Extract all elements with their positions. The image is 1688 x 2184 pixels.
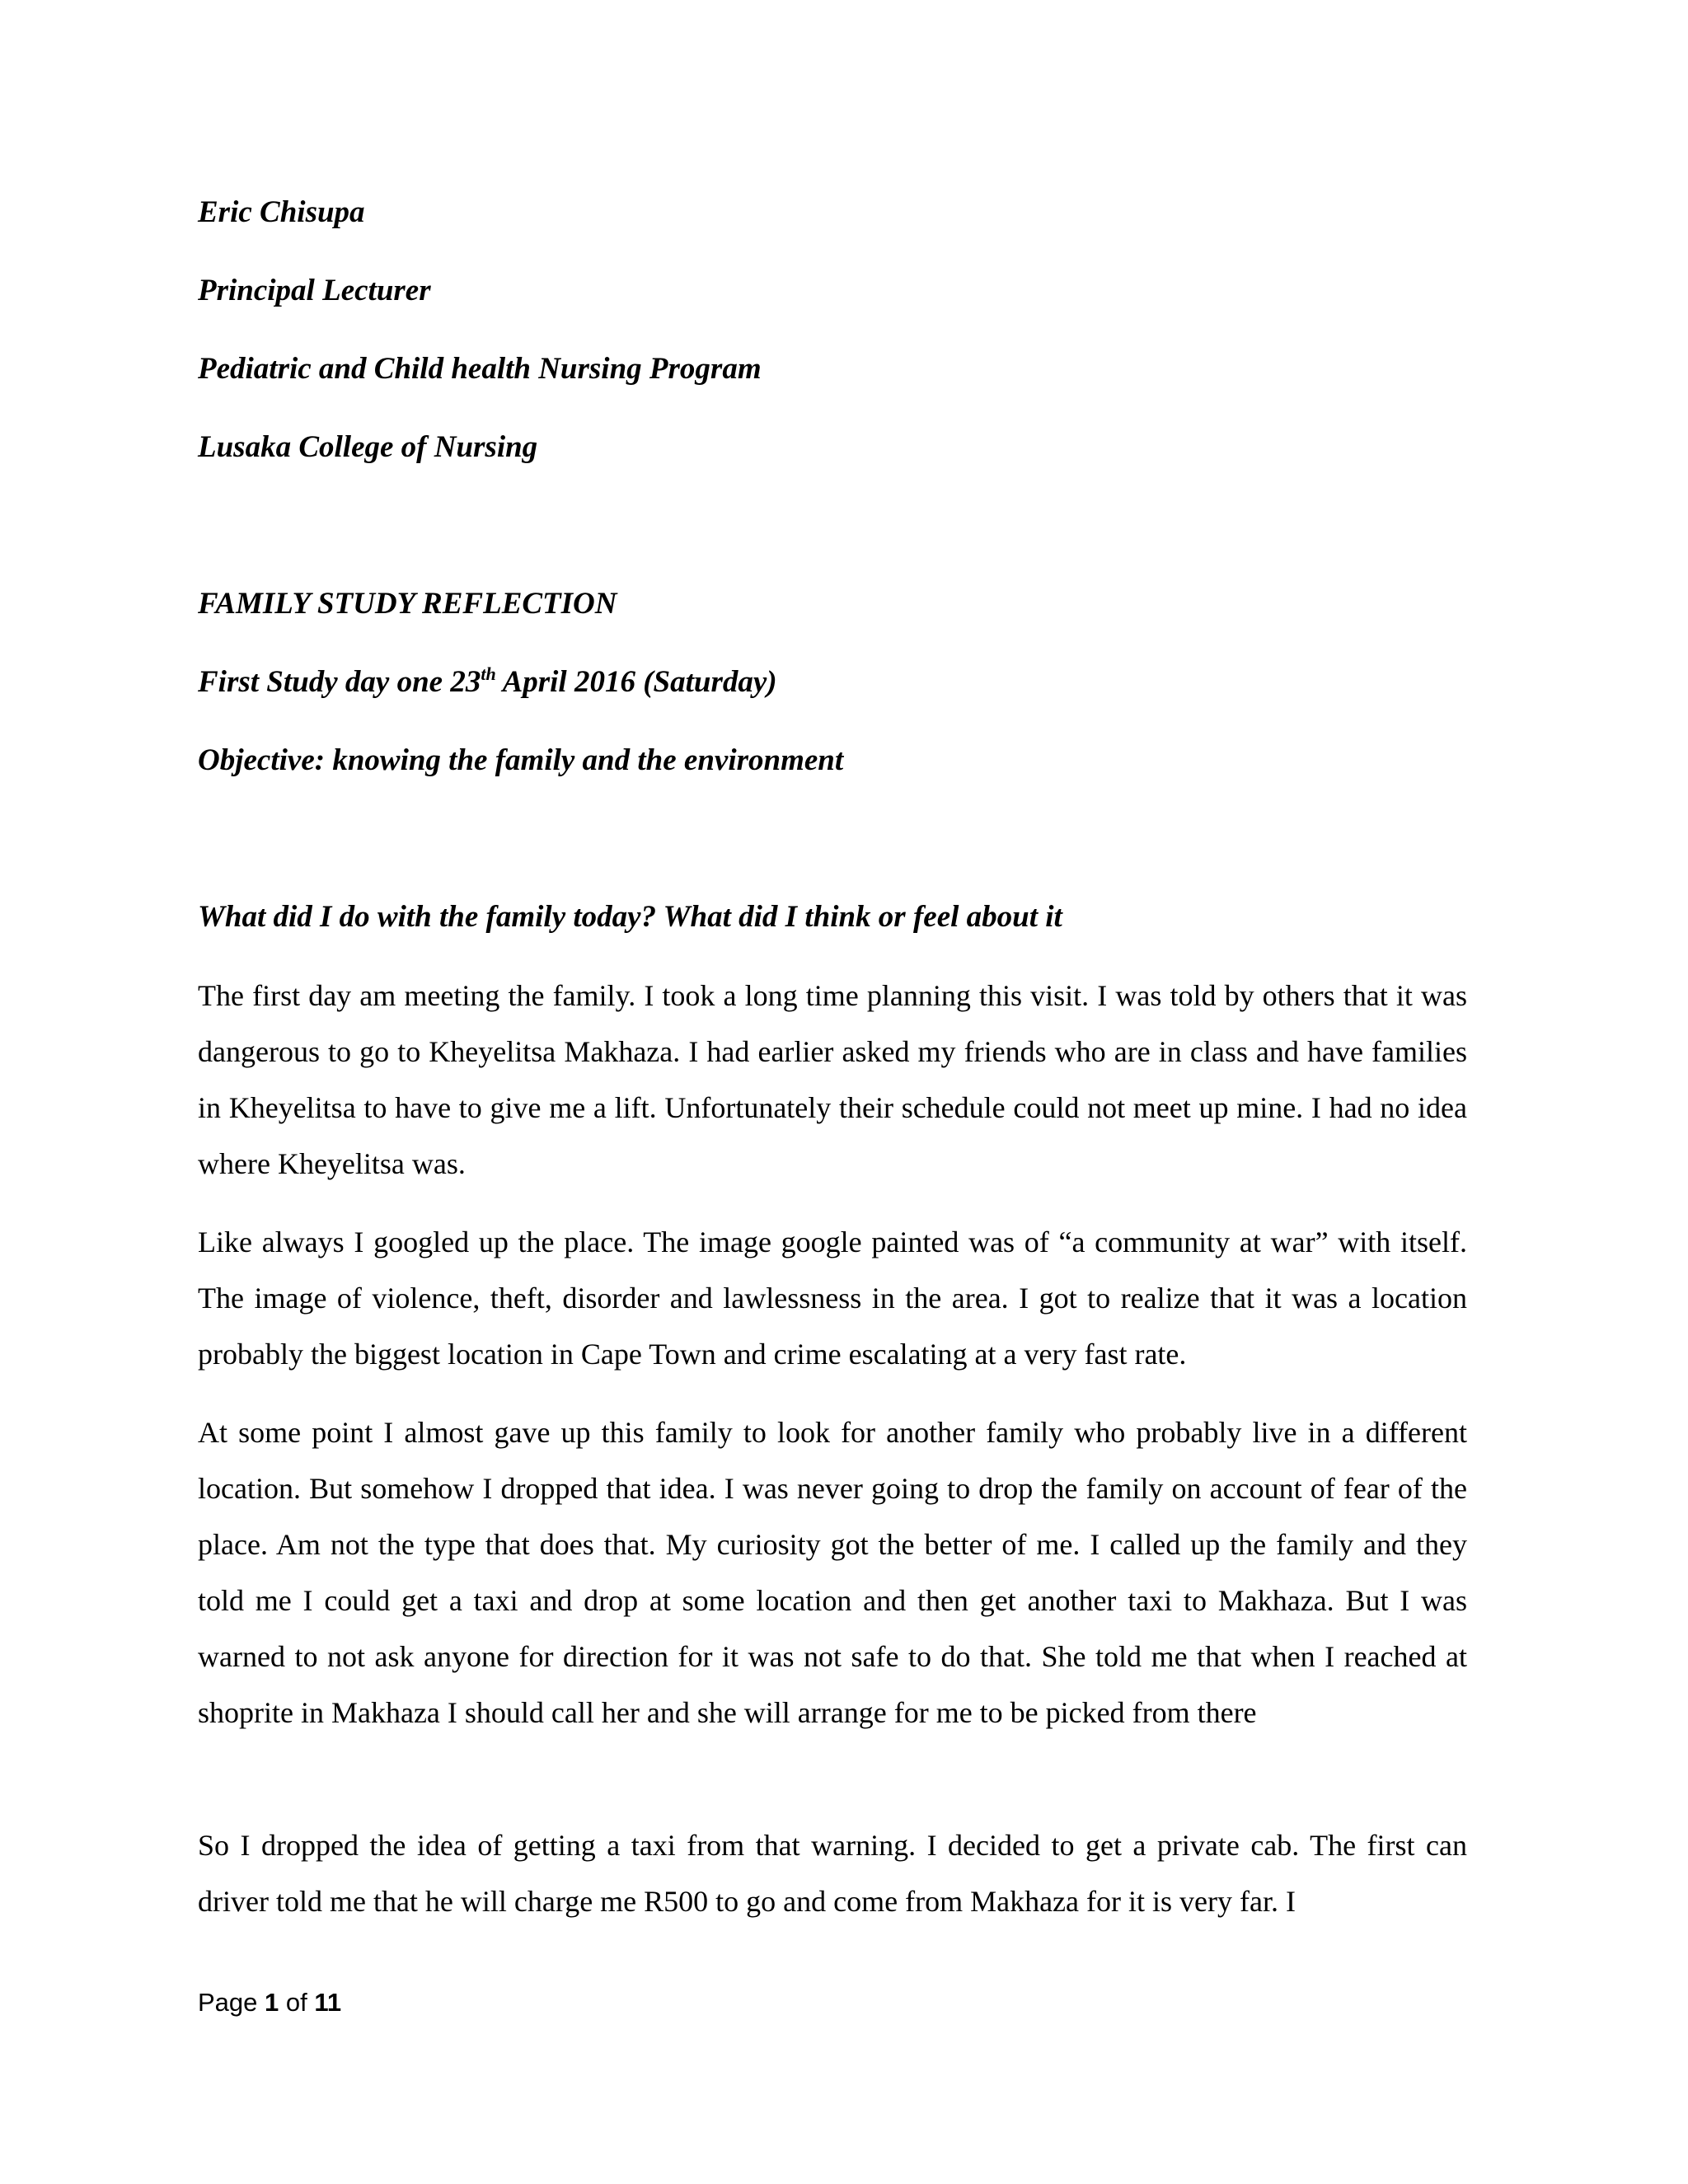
study-day-superscript: th — [481, 663, 496, 684]
author-name: Eric Chisupa — [198, 195, 365, 229]
institution-name: Lusaka College of Nursing — [198, 430, 538, 464]
study-day-prefix: First Study day one 23 — [198, 665, 481, 699]
document-title: FAMILY STUDY REFLECTION — [198, 587, 617, 621]
footer-page-label: Page — [198, 1988, 258, 2017]
footer-of-label: of — [285, 1988, 307, 2017]
body-paragraph-2: Like always I googled up the place. The image google painted was of “a community at war” with itself. The image of violence, theft, disorder and lawlessness in the area. I got to realize that it was a location probably the biggest location in Cape Town and crime escalating at a very fast rate. — [198, 1226, 1467, 1371]
program-name: Pediatric and Child health Nursing Program — [198, 352, 762, 386]
body-paragraph-1: The first day am meeting the family. I took a long time planning this visit. I was told by others that it was dangerous to go to Kheyelitsa Makhaza. I had earlier asked my friends who are in class and have families in Kheyelitsa to have to give me a lift. Unfortunately their schedule could not meet up mine. I had no idea where Kheyelitsa was. — [198, 979, 1467, 1180]
body-paragraph-4: So I dropped the idea of getting a taxi from that warning. I decided to get a private cab. The first can driver told me that he will charge me R500 to go and come from Makhaza for it is very far. I — [198, 1829, 1467, 1918]
study-day-suffix: April 2016 (Saturday) — [495, 665, 777, 699]
page-footer — [198, 1986, 341, 2019]
footer-page-number: 1 — [265, 1988, 279, 2017]
body-paragraph-3: At some point I almost gave up this family to look for another family who probably live in a different location. But somehow I dropped that idea. I was never going to drop the family on account of fear of the place. Am not the type that does that. My curiosity got the better of me. I called up the family and they told me I could get a taxi and drop at some location and then get another taxi to Makhaza. But I was warned to not ask anyone for direction for it was not safe to do that. She told me that when I reached at shoprite in Makhaza I should call her and she will arrange for me to be picked from there — [198, 1416, 1467, 1729]
reflection-question: What did I do with the family today? What did I think or feel about it — [198, 900, 1062, 934]
footer-total-pages: 11 — [314, 1988, 342, 2017]
study-day-line — [198, 664, 777, 701]
author-position: Principal Lecturer — [198, 274, 431, 307]
objective-line: Objective: knowing the family and the environment — [198, 743, 844, 777]
